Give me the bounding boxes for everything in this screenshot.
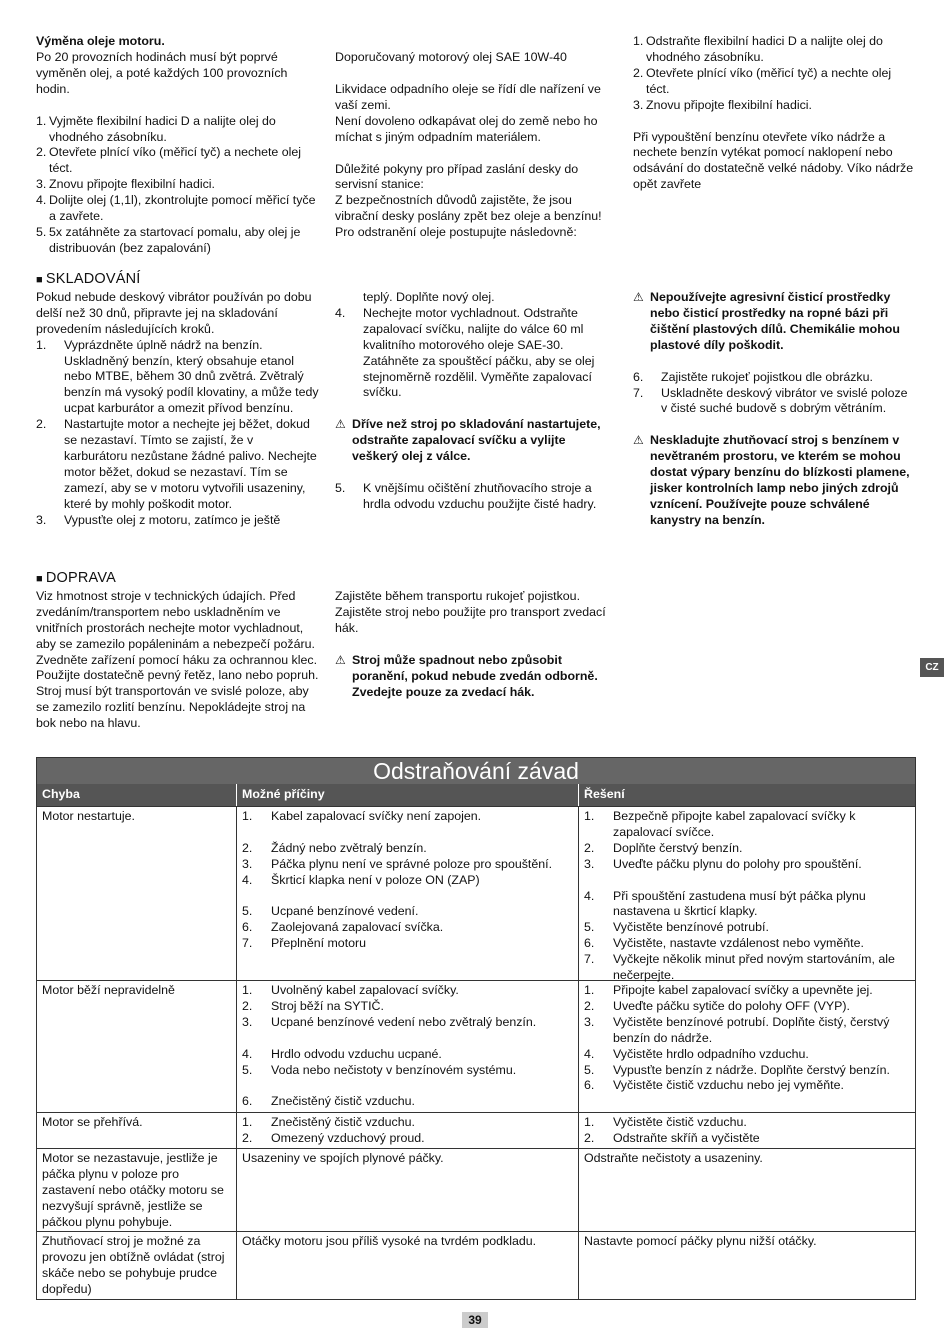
causes-cell: Otáčky motoru jsou příliš vysoké na tvrdém podkladu. <box>237 1232 579 1299</box>
list-item: 1. Odstraňte flexibilní hadici D a nalijte olej do vhodného zásobníku. <box>633 34 883 64</box>
fault-cell: Motor se nezastavuje, jestliže je páčka plynu v poloze pro zastavení nebo otáčky motoru se nezvyšují správně, jestliže se páčkou plynu pohybuje. <box>37 1149 237 1231</box>
service-title: Důležité pokyny pro případ zaslání desky do servisní stanice: <box>335 161 579 192</box>
transport-warning: ⚠ Stroj může spadnout nebo způsobit poranění, pokud nebude zvedán odborně. Zvedejte pouze za zvedací hák. <box>335 652 598 699</box>
causes-cell: 1. Uvolněný kabel zapalovací svíčky. 2. Stroj běží na SYTIČ. 3. Ucpané benzínové vedení nebo zvětralý benzín. 4. Hrdlo odvodu vzduchu ucpané. 5. Voda nebo nečistoty v benzínovém systému. 6. Znečistěný čistič vzduchu. <box>237 981 579 1112</box>
list-item: teplý. Doplňte nový olej. <box>363 290 495 304</box>
causes-cell: 1. Kabel zapalovací svíčky není zapojen. 2. Žádný nebo zvětralý benzín. 3. Páčka plynu není ve správné poloze pro spouštění. 4. Škrticí klapka není v poloze ON (ZAP) 5. Ucpané benzínové vedení. 6. Zaolejovaná zapalovací svíčka. 7. Přeplnění motoru <box>237 807 579 980</box>
header-fault: Chyba <box>37 784 237 806</box>
storage-section <box>36 272 319 529</box>
solutions-cell: 1. Připojte kabel zapalovací svíčky a upevněte jej. 2. Uveďte páčku sytiče do polohy OFF (VYP). 3. Vyčistěte benzínové potrubí. Doplňte čistý, čerstvý benzín do nádrže. 4. Vyčistěte hrdlo odpadního vzduchu. 5. Vypusťte benzín z nádrže. Doplňte čerstvý benzín. 6. Vyčistěte čistič vzduchu nebo jej vyměňte. <box>584 983 890 1093</box>
list-item: 2. Nastartujte motor a nechejte jej běžet, dokud se nezastaví. Tímto se zajistí, že v karburátoru nezůstane žádné palivo. Nechejte motor běžet, dokud se nezastaví. Tím se zamezí, aby se v motoru vytvořili usazeniny, které by mohly poškodit motor. <box>36 417 317 511</box>
fault-cell: Motor se přehřívá. <box>37 1113 237 1148</box>
transport-text-lifting: Zvedněte zařízení pomocí háku za ochrannou klec. Použijte dostatečně pevný řetěz, lano nebo popruh. Stroj musí být transportován ve svislé poloze, aby se zamezilo rozlití benzínu. Nepokládejte stroj na bok nebo na hlavu. <box>36 652 319 731</box>
service-text: Z bezpečnostních důvodů zajistěte, že jsou vibrační desky poslány zpět bez oleje a benzínu! <box>335 193 602 224</box>
storage-heading: ■ SKLADOVÁNÍ <box>36 271 141 287</box>
list-item: 5. K vnějšímu očištění zhutňovacího stroje a hrdla odvodu vzduchu použijte čisté hadry. <box>335 481 597 511</box>
recommended-oil: Doporučovaný motorový olej SAE 10W-40 <box>335 50 567 64</box>
header-solutions: Řešení <box>584 787 625 801</box>
storage-section-cont <box>335 290 615 513</box>
oil-removal-steps <box>633 34 915 114</box>
solutions-cell: 1. Vyčistěte čistič vzduchu. 2. Odstraňte skříň a vyčistěte <box>584 1115 760 1145</box>
list-item: 5. 5x zatáhněte za startovací pomalu, aby olej je distribuován (bez zapalování) <box>36 224 301 255</box>
warning-icon: ⚠ <box>335 417 346 432</box>
warning-icon: ⚠ <box>335 652 346 667</box>
oil-disposal-section <box>335 50 615 241</box>
table-title: Odstraňování závad <box>37 758 915 784</box>
table-row <box>37 806 915 983</box>
solutions-cell: Nastavte pomocí páčky plynu nižší otáčky. <box>584 1234 817 1248</box>
table-header <box>37 784 915 806</box>
transport-section <box>36 571 319 732</box>
storage-intro: Pokud nebude deskový vibrátor používán po dobu delší než 30 dnů, připravte jej na skladování provedením následujících kroků. <box>36 289 312 336</box>
service-procedure: Pro odstranění oleje postupujte následovně: <box>335 225 577 240</box>
list-item: 6. Zajistěte rukojeť pojistkou dle obrázku. <box>633 369 873 384</box>
list-item: 7. Uskladněte deskový vibrátor ve svislé poloze v čisté suché budově s dobrým větráním. <box>633 385 908 416</box>
list-item: 3. Znovu připojte flexibilní hadici. <box>36 177 215 192</box>
storage-warning-cylinder: ⚠ Dříve než stroj po skladování nastartujete, odstraňte zapalovací svíčku a vylijte veškerý olej z válce. <box>335 417 601 464</box>
warning-icon: ⚠ <box>633 290 644 304</box>
causes-cell: Usazeniny ve spojích plynové páčky. <box>237 1149 579 1231</box>
transport-text-secure: Zajistěte během transportu rukojeť pojistkou. Zajistěte stroj nebo použijte pro transport zvedací hák. <box>335 589 606 635</box>
oil-change-section <box>36 34 319 257</box>
storage-warning-cleaners: ⚠ Nepoužívejte agresivní čisticí prostředky nebo čisticí prostředky na ropné bázi při čištění plastových dílů. Chemikálie mohou plastové díly poškodit. <box>633 290 900 352</box>
transport-section-cont <box>335 589 618 700</box>
list-item: 2. Otevřete plnící víko (měřicí tyč) a nechte olej téct. <box>633 65 892 96</box>
storage-steps <box>36 338 319 529</box>
list-item: 1. Vyprázdněte úplně nádrž na benzín. Uskladněný benzín, který obsahuje etanol nebo MTBE, během 30 dnů zvětrá. Zvětralý benzín má vysoký podíl klovatiny, a může tedy ucpat karburátor a omezit přívod benzínu. <box>36 337 319 416</box>
list-item: 4. Nechejte motor vychladnout. Odstraňte zapalovací svíčku, nalijte do válce 60 ml kvalitního motorového oleje SAE-30. Zatáhněte za spouštěcí páčku, aby se olej stejnoměrně rozdělil. Vyměňte zapalovací svíčku. <box>335 305 595 400</box>
list-item: 3. Vypusťte olej z motoru, zatímco je ještě <box>36 512 281 527</box>
oil-change-steps <box>36 114 319 257</box>
list-item: 1. Vyjměte flexibilní hadici D a nalijte olej do vhodného zásobníku. <box>36 113 276 144</box>
language-tab: CZ <box>920 658 944 677</box>
troubleshooting-table <box>36 757 916 1300</box>
solutions-cell: Odstraňte nečistoty a usazeniny. <box>584 1151 763 1165</box>
fault-cell: Motor běží nepravidelně <box>37 981 237 1112</box>
oil-change-intro: Po 20 provozních hodinách musí být poprvé vyměněn olej, a poté každých 100 provozních hodin. <box>36 49 288 96</box>
storage-section-col3 <box>633 290 917 529</box>
page-number: 39 <box>462 1312 488 1328</box>
storage-warning-fuel: ⚠ Neskladujte zhutňovací stroj s benzínem v nevětraném prostoru, ve kterém se mohou dostat výpary benzínu do blízkosti plamene, jisker kontrolních lamp nebo jiných zdrojů vznícení. Používejte pouze schválené kanystry na benzín. <box>633 433 910 527</box>
list-item: 3. Znovu připojte flexibilní hadici. <box>633 97 812 112</box>
causes-cell: 1. Znečistěný čistič vzduchu. 2. Omezený vzduchový proud. <box>237 1113 579 1148</box>
warning-icon: ⚠ <box>633 433 644 448</box>
disposal-rule: Likvidace odpadního oleje se řídí dle nařízení ve vaší zemi. <box>335 81 601 112</box>
disposal-prohibition: Není dovoleno odkapávat olej do země nebo ho míchat s jiným odpadním materiálem. <box>335 113 598 144</box>
fault-cell: Zhutňovací stroj je možné za provozu jen obtížně ovládat (stroj skáče nebo se pohybuje prudce dopředu) <box>37 1232 237 1299</box>
list-item: 2. Otevřete plnící víko (měřicí tyč) a nechete olej téct. <box>36 145 302 176</box>
fuel-drain-text: Při vypouštění benzínu otevřete víko nádrže a nechete benzín vytékat pomocí naklopení nebo odsávání do dostatečně velké nádoby. Víko nádrže opět zavřete <box>633 129 914 192</box>
header-causes: Možné příčiny <box>237 784 579 806</box>
list-item: 4. Dolijte olej (1,1l), zkontrolujte pomocí měřicí tyče a zavřete. <box>36 193 316 224</box>
fault-cell: Motor nestartuje. <box>37 807 237 980</box>
table-row <box>37 980 915 1112</box>
oil-change-title: Výměna oleje motoru. <box>36 34 165 48</box>
table-row <box>37 1231 915 1299</box>
transport-heading: ■ DOPRAVA <box>36 570 117 586</box>
table-row <box>37 1148 915 1231</box>
oil-removal-section <box>633 34 915 193</box>
table-row <box>37 1112 915 1148</box>
transport-text-weight: Viz hmotnost stroje v technických údajích. Před zvedáním/transportem nebo uskladněním ve vnitřních prostorách nechejte motor vychladnout, aby se zamezilo popáleninám a nebezpečí požáru. <box>36 588 315 651</box>
solutions-cell: 1. Bezpečně připojte kabel zapalovací svíčky k zapalovací svíčce. 2. Doplňte čerstvý benzín. 3. Uveďte páčku plynu do polohy pro spouštění. 4. Při spouštění zastudena musí být páčka plynu nastavena u škrticí klapky. 5. Vyčistěte benzínové potrubí. 6. Vyčistěte, nastavte vzdálenost nebo vyměňte. 7. Vyčkejte několik minut před novým startováním, ale nečerpejte. <box>584 809 895 983</box>
